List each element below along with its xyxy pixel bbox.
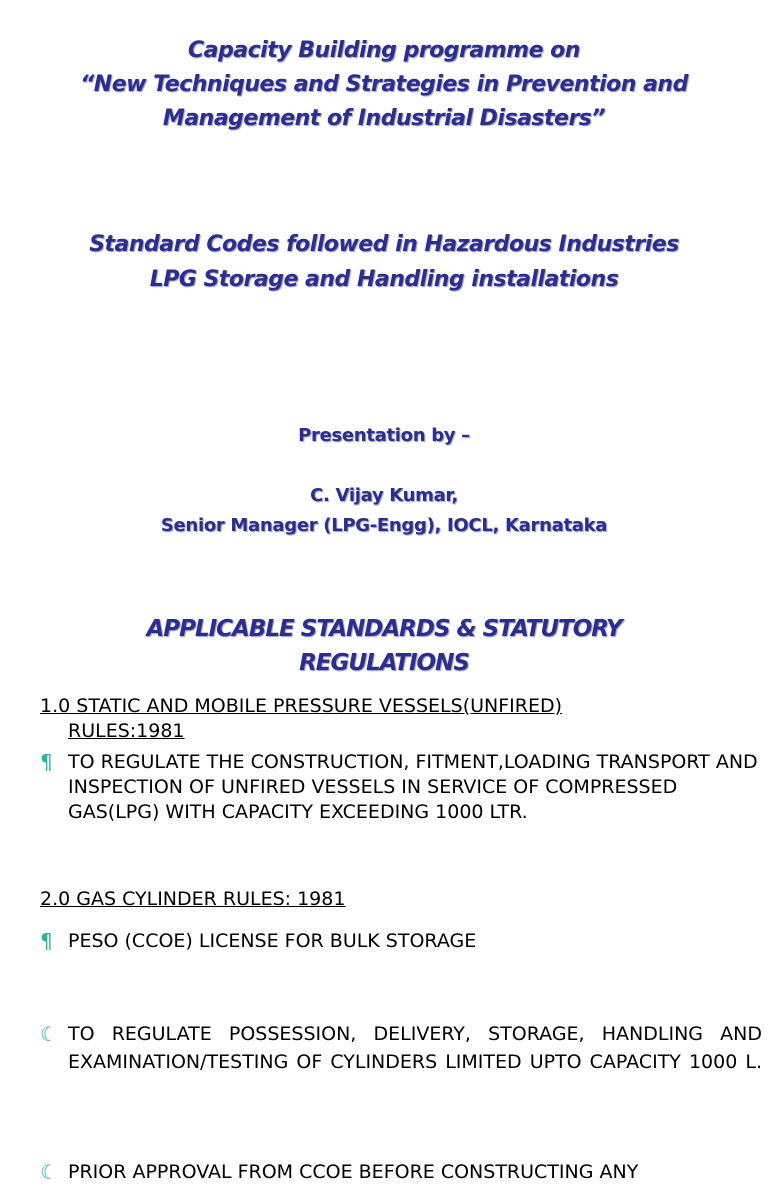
section-1-title-line1: 1.0 STATIC AND MOBILE PRESSURE VESSELS(UNFIRED) <box>40 695 563 717</box>
section-2-bullet-2 <box>40 1160 762 1185</box>
crescent-icon: ☾ <box>40 1022 58 1046</box>
presenter-label: Presentation by – <box>298 425 470 446</box>
section-1-bullet-2 <box>40 929 762 954</box>
section-heading <box>0 612 768 680</box>
paragraph-icon: ¶ <box>40 929 53 953</box>
programme-title <box>0 34 768 136</box>
subtitle-line2: LPG Storage and Handling installations <box>149 267 619 292</box>
programme-title-line2: “New Techniques and Strategies in Prevention and <box>80 72 688 97</box>
section-1-title-line2: RULES:1981 <box>68 720 185 742</box>
section-1-bullet-1 <box>40 750 762 825</box>
section-2-title-line1: 2.0 GAS CYLINDER RULES: 1981 <box>40 888 346 910</box>
programme-title-line3: Management of Industrial Disasters” <box>162 106 606 131</box>
programme-title-line1: Capacity Building programme on <box>188 38 580 63</box>
paragraph-icon: ¶ <box>40 750 53 774</box>
presenter-info <box>0 481 768 541</box>
presentation-subtitle <box>0 227 768 297</box>
presenter-designation: Senior Manager (LPG-Engg), IOCL, Karnataka <box>160 515 608 536</box>
section-2-bullet-1 <box>40 1020 762 1076</box>
section-2-title <box>40 887 734 912</box>
presenter-name: C. Vijay Kumar, <box>310 485 458 506</box>
heading-line2: REGULATIONS <box>299 650 469 676</box>
crescent-icon: ☾ <box>40 1160 58 1184</box>
bullet-text: PESO (CCOE) LICENSE FOR BULK STORAGE <box>68 930 477 952</box>
bullet-text: TO REGULATE POSSESSION, DELIVERY, STORAGE, HANDLING AND EXAMINATION/TESTING OF CYLINDERS LIMITED UPTO CAPACITY 1000 L. <box>68 1023 762 1073</box>
subtitle-line1: Standard Codes followed in Hazardous Industries <box>89 232 679 257</box>
bullet-text: PRIOR APPROVAL FROM CCOE BEFORE CONSTRUCTING ANY <box>68 1161 639 1183</box>
section-1-title <box>40 694 734 744</box>
bullet-text: TO REGULATE THE CONSTRUCTION, FITMENT,LOADING TRANSPORT AND INSPECTION OF UNFIRED VESSELS IN SERVICE OF COMPRESSED GAS(LPG) WITH CAPACITY EXCEEDING 1000 LTR. <box>68 751 758 823</box>
heading-line1: APPLICABLE STANDARDS & STATUTORY <box>146 616 622 642</box>
